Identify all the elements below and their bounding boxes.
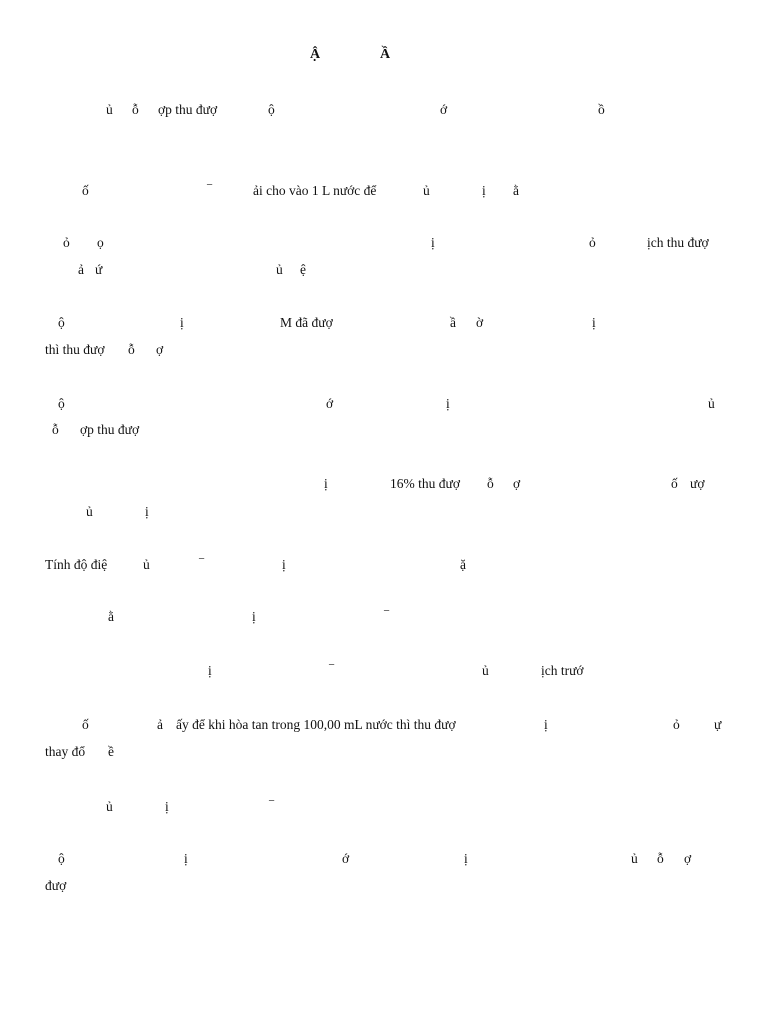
text-fragment: M đã đượ (280, 315, 333, 330)
text-fragment: ự (714, 717, 722, 732)
text-fragment: ải cho vào 1 L nước để (253, 183, 377, 198)
text-fragment: ị (544, 717, 548, 732)
text-fragment: ị (184, 851, 188, 866)
title-fragment: Ầ (380, 47, 391, 62)
text-fragment: ị (282, 557, 286, 572)
text-fragment: ⁻ (268, 795, 276, 810)
text-fragment: ị (482, 183, 486, 198)
text-fragment: ọ (97, 235, 104, 250)
text-fragment: ờ (476, 315, 484, 330)
text-fragment: ộ (58, 315, 65, 330)
text-fragment: ủ (106, 102, 113, 117)
text-fragment: ịch thu đượ (647, 235, 709, 250)
text-fragment: ủ (423, 183, 430, 198)
text-fragment: ầ (450, 315, 456, 330)
text-fragment: ố (671, 476, 678, 491)
text-fragment: ề (108, 744, 114, 759)
text-fragment: ủ (482, 663, 489, 678)
text-fragment: ả (78, 262, 84, 277)
text-fragment: ỗ (487, 476, 494, 491)
text-fragment: ặ (460, 557, 466, 572)
text-fragment: ợp thu đượ (158, 102, 218, 117)
text-fragment: ị (252, 609, 256, 624)
text-fragment: ớ (342, 851, 350, 866)
text-fragment: ỗ (132, 102, 139, 117)
text-fragment: ịch trướ (541, 663, 584, 678)
text-fragment: ố (82, 717, 89, 732)
text-fragment: ị (431, 235, 435, 250)
title-fragment: Ậ (310, 47, 321, 62)
text-fragment: ủ (106, 799, 113, 814)
text-fragment: ỗ (657, 851, 664, 866)
text-fragment: ợp thu đượ (80, 422, 140, 437)
text-fragment: đượ (45, 878, 67, 893)
text-fragment: ị (324, 476, 328, 491)
text-fragment: ủ (708, 396, 715, 411)
text-fragment: ị (208, 663, 212, 678)
text-fragment: ị (464, 851, 468, 866)
text-fragment: ủ (143, 557, 150, 572)
text-fragment: ộ (268, 102, 275, 117)
text-fragment: ⁻ (206, 179, 214, 194)
text-fragment: ị (446, 396, 450, 411)
text-fragment: ệ (300, 262, 306, 277)
text-fragment: ợ (156, 342, 164, 357)
text-fragment: ợ (684, 851, 692, 866)
text-fragment: 16% thu đượ (390, 476, 460, 491)
text-fragment: ỗ (52, 422, 59, 437)
text-fragment: ỏ (589, 235, 596, 250)
text-fragment: ấy để khi hòa tan trong 100,00 mL nước thì thu đượ (176, 717, 456, 732)
text-fragment: ố (82, 183, 89, 198)
text-fragment: ả (157, 717, 163, 732)
text-fragment: Tính độ điệ (45, 557, 108, 572)
text-fragment: ằ (513, 183, 519, 198)
text-fragment: ỏ (673, 717, 680, 732)
text-fragment: ị (592, 315, 596, 330)
text-fragment: ủ (276, 262, 283, 277)
text-fragment: ồ (598, 102, 605, 117)
text-fragment: ứ (95, 262, 103, 277)
text-fragment: ớ (440, 102, 448, 117)
text-fragment: ớ (326, 396, 334, 411)
text-fragment: ủ (86, 504, 93, 519)
text-fragment: ⁻ (328, 659, 336, 674)
text-fragment: ủ (631, 851, 638, 866)
text-fragment: ỏ (63, 235, 70, 250)
text-fragment: thay đổ (45, 744, 86, 759)
text-fragment: thì thu đượ (45, 342, 105, 357)
text-fragment: ượ (690, 476, 705, 491)
text-fragment: ằ (108, 609, 114, 624)
text-fragment: ợ (513, 476, 521, 491)
text-fragment: ỗ (128, 342, 135, 357)
text-fragment: ị (145, 504, 149, 519)
text-fragment: ị (165, 799, 169, 814)
text-fragment: ộ (58, 851, 65, 866)
text-fragment: ⁻ (198, 553, 206, 568)
text-fragment: ị (180, 315, 184, 330)
text-fragment: ⁻ (383, 605, 391, 620)
text-fragment: ộ (58, 396, 65, 411)
